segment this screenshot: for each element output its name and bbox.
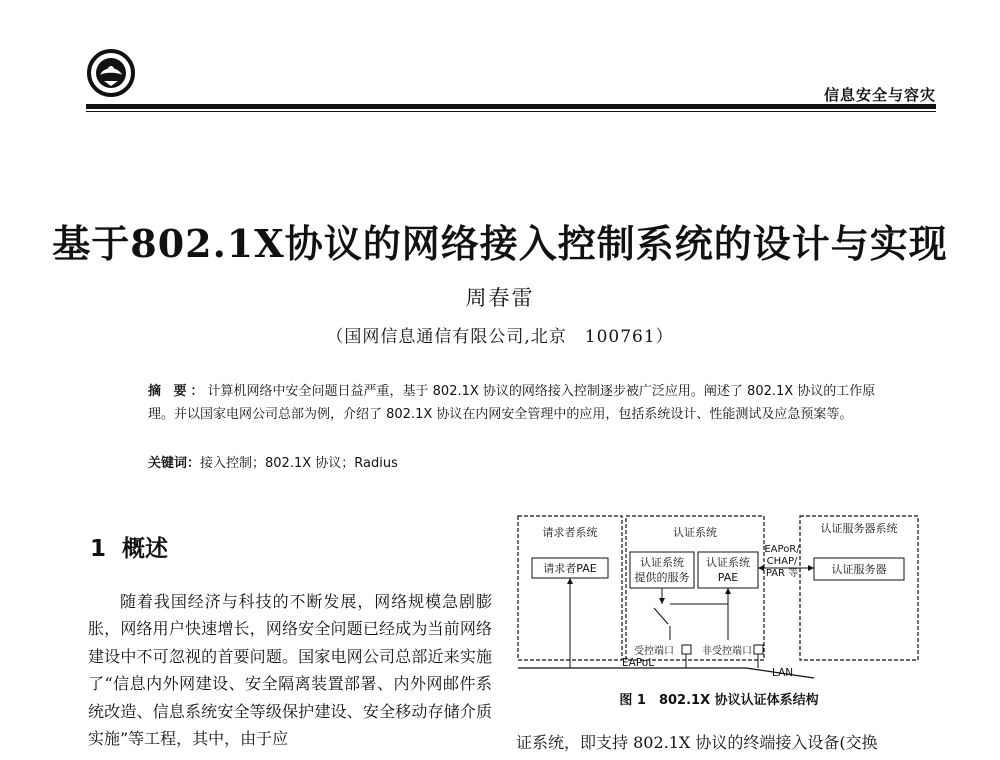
abstract	[148, 380, 878, 426]
auth-service-label-2: 提供的服务	[634, 571, 690, 584]
paper-author: 周春雷	[465, 286, 535, 310]
keywords-label: 关键词：	[148, 456, 201, 471]
figure-caption: 图 1 802.1X 协议认证体系结构	[619, 693, 819, 708]
keywords-text: 接入控制；802.1X 协议；Radius	[200, 456, 398, 471]
body-text-left-column	[88, 588, 492, 752]
section-number: 1	[90, 536, 107, 562]
protocol-label-3: PAR 等	[765, 568, 799, 579]
controlled-port-switch	[654, 608, 668, 624]
eapol-label: EAPoL	[622, 657, 655, 669]
header-rule-thick	[86, 104, 936, 109]
supplicant-pae-label: 请求者PAE	[543, 562, 597, 575]
auth-system-label: 认证系统	[673, 526, 717, 539]
uncontrolled-port-label: 非受控端口	[702, 646, 752, 657]
journal-logo-icon	[86, 48, 136, 98]
protocol-label-2: CHAP/	[766, 556, 798, 567]
section-title: 概述	[122, 536, 169, 562]
controlled-port-icon	[682, 645, 691, 654]
controlled-port-label: 受控端口	[634, 646, 674, 657]
abstract-label: 摘 要：	[148, 384, 208, 399]
auth-pae-label-2: PAE	[717, 571, 739, 584]
auth-server-system-label: 认证服务器系统	[820, 522, 898, 535]
header-rule-thin	[86, 111, 936, 112]
paper-title: 基于802.1X协议的网络接入控制系统的设计与实现	[52, 221, 948, 266]
auth-server-label: 认证服务器	[831, 563, 887, 576]
figure-8021x-architecture	[514, 512, 924, 682]
supplicant-system-label: 请求者系统	[542, 526, 598, 539]
keywords	[148, 452, 878, 471]
protocol-label-1: EAPoR/	[764, 544, 800, 555]
uncontrolled-port-icon	[754, 645, 763, 654]
lan-label: LAN	[772, 667, 794, 679]
journal-section-label: 信息安全与容灾	[823, 86, 936, 104]
auth-server-system-box	[800, 516, 918, 660]
abstract-text: 计算机网络中安全问题日益严重，基于 802.1X 协议的网络接入控制逐步被广泛应用。阐述了 802.1X 协议的工作原理。并以国家电网公司总部为例，介绍了 802.1X 协议在内网安全管理中的应用，包括系统设计、性能测试及应急预案等。	[148, 384, 876, 422]
body-paragraph: 随着我国经济与科技的不断发展，网络规模急剧膨胀，网络用户快速增长，网络安全问题已经成为当前网络建设中不可忽视的首要问题。国家电网公司总部近来实施了“信息内外网建设、安全隔离装置部署、内外网邮件系统改造、信息系统安全等级保护建设、安全移动存储介质实施”等工程，其中，由于应	[88, 592, 492, 749]
body-text-right-column: 证系统，即支持 802.1X 协议的终端接入设备(交换	[516, 733, 878, 752]
author-affiliation: （国网信息通信有限公司,北京 100761）	[326, 327, 674, 347]
auth-service-label-1: 认证系统	[640, 556, 684, 569]
section-heading	[90, 530, 168, 563]
auth-pae-label-1: 认证系统	[706, 556, 750, 569]
